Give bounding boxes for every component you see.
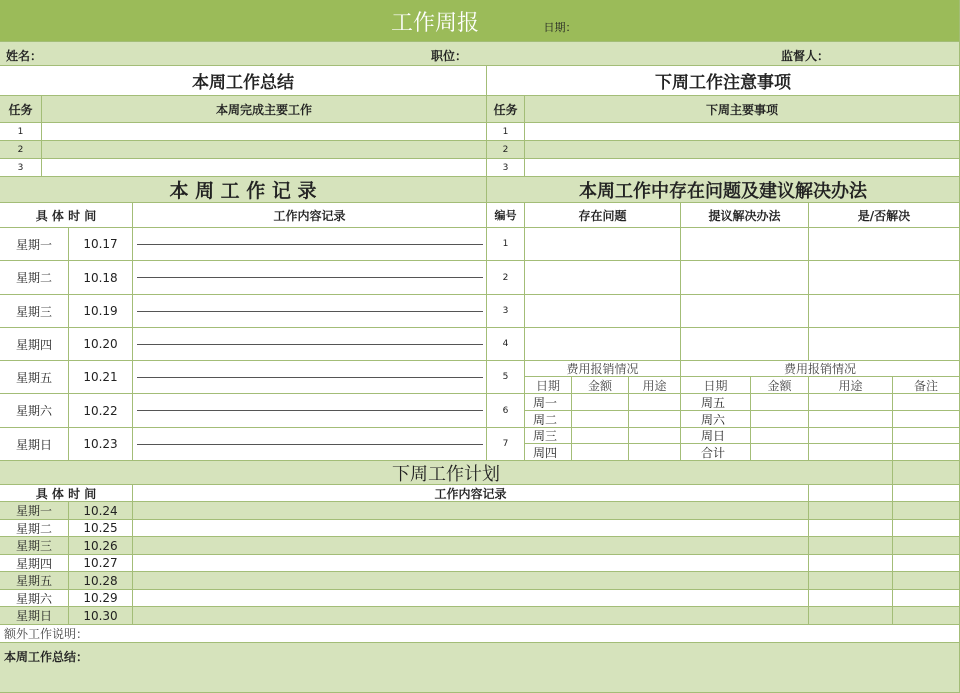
record-date: 10.22 bbox=[69, 394, 133, 428]
record-content-header: 工作内容记录 bbox=[133, 203, 487, 228]
next-week-main-items-header: 下周主要事项 bbox=[525, 96, 960, 123]
plan-extra-cell[interactable] bbox=[893, 572, 960, 590]
record-day: 星期日 bbox=[0, 428, 69, 461]
issue-number: 1 bbox=[487, 228, 525, 261]
record-content-cell[interactable] bbox=[133, 394, 487, 428]
solution-cell[interactable] bbox=[681, 228, 809, 261]
writing-line bbox=[137, 410, 483, 411]
expense-day: 周一 bbox=[525, 394, 572, 411]
record-day: 星期二 bbox=[0, 261, 69, 295]
record-date: 10.17 bbox=[69, 228, 133, 261]
expense-amount-cell[interactable] bbox=[751, 394, 809, 411]
writing-line bbox=[137, 311, 483, 312]
solution-header: 提议解决办法 bbox=[681, 203, 809, 228]
writing-line bbox=[137, 444, 483, 445]
resolved-cell[interactable] bbox=[809, 261, 960, 295]
issue-cell[interactable] bbox=[525, 228, 681, 261]
plan-date: 10.29 bbox=[69, 590, 133, 607]
record-day: 星期四 bbox=[0, 328, 69, 361]
expense-date-header: 日期 bbox=[525, 377, 572, 394]
task-cell[interactable] bbox=[525, 159, 960, 177]
task-number: 2 bbox=[487, 141, 525, 159]
plan-extra-cell[interactable] bbox=[893, 537, 960, 555]
record-day: 星期一 bbox=[0, 228, 69, 261]
expense-title-left: 费用报销情况 bbox=[525, 361, 681, 377]
plan-extra-cell[interactable] bbox=[809, 520, 893, 537]
resolved-cell[interactable] bbox=[809, 328, 960, 361]
page-title: 工作周报 bbox=[390, 10, 479, 36]
plan-extra-cell[interactable] bbox=[893, 607, 960, 625]
expense-remark-cell[interactable] bbox=[893, 428, 960, 444]
record-date: 10.23 bbox=[69, 428, 133, 461]
expense-remark-cell[interactable] bbox=[893, 394, 960, 411]
expense-day: 周六 bbox=[681, 411, 751, 428]
task-col-header: 任务 bbox=[0, 96, 42, 123]
task-cell[interactable] bbox=[525, 123, 960, 141]
record-date: 10.18 bbox=[69, 261, 133, 295]
plan-extra-cell[interactable] bbox=[809, 572, 893, 590]
plan-date: 10.26 bbox=[69, 537, 133, 555]
plan-content-cell[interactable] bbox=[133, 520, 809, 537]
expense-amount-cell[interactable] bbox=[572, 411, 629, 428]
plan-content-cell[interactable] bbox=[133, 607, 809, 625]
issue-number: 7 bbox=[487, 428, 525, 461]
task-cell[interactable] bbox=[525, 141, 960, 159]
expense-remark-cell[interactable] bbox=[893, 411, 960, 428]
expense-purpose-cell[interactable] bbox=[809, 411, 893, 428]
expense-amount-cell[interactable] bbox=[751, 411, 809, 428]
expense-amount-header: 金额 bbox=[572, 377, 629, 394]
plan-extra-cell bbox=[893, 461, 960, 485]
this-week-main-work-header: 本周完成主要工作 bbox=[42, 96, 487, 123]
issue-number: 3 bbox=[487, 295, 525, 328]
task-number: 3 bbox=[0, 159, 42, 177]
record-day: 星期三 bbox=[0, 295, 69, 328]
record-content-cell[interactable] bbox=[133, 261, 487, 295]
plan-date: 10.24 bbox=[69, 502, 133, 520]
weekly-record-title: 本 周 工 作 记 录 bbox=[0, 177, 487, 203]
task-col-header-right: 任务 bbox=[487, 96, 525, 123]
supervisor-label: 监督人： bbox=[781, 48, 830, 63]
solution-cell[interactable] bbox=[681, 328, 809, 361]
plan-day: 星期三 bbox=[0, 537, 69, 555]
date-label: 日期： bbox=[543, 21, 577, 34]
task-cell[interactable] bbox=[42, 159, 487, 177]
writing-line bbox=[137, 244, 483, 245]
task-cell[interactable] bbox=[42, 141, 487, 159]
plan-time-header: 具 体 时 间 bbox=[0, 485, 133, 502]
weekly-summary-field[interactable]: 本周工作总结： bbox=[0, 643, 960, 693]
task-cell[interactable] bbox=[42, 123, 487, 141]
solution-cell[interactable] bbox=[681, 295, 809, 328]
issue-header: 存在问题 bbox=[525, 203, 681, 228]
next-week-plan-title: 下周工作计划 bbox=[0, 461, 893, 485]
plan-extra-cell[interactable] bbox=[809, 537, 893, 555]
task-number: 1 bbox=[487, 123, 525, 141]
plan-extra-cell[interactable] bbox=[893, 590, 960, 607]
expense-title-right: 费用报销情况 bbox=[681, 361, 960, 377]
extra-work-note[interactable]: 额外工作说明： bbox=[0, 625, 960, 643]
plan-content-header: 工作内容记录 bbox=[133, 485, 809, 502]
expense-purpose-cell[interactable] bbox=[629, 444, 681, 461]
summary-left-title: 本周工作总结 bbox=[0, 66, 487, 96]
record-date: 10.20 bbox=[69, 328, 133, 361]
plan-content-cell[interactable] bbox=[133, 590, 809, 607]
plan-day: 星期六 bbox=[0, 590, 69, 607]
expense-day: 周四 bbox=[525, 444, 572, 461]
resolved-header: 是/否解决 bbox=[809, 203, 960, 228]
expense-remark-header: 备注 bbox=[893, 377, 960, 394]
task-number: 2 bbox=[0, 141, 42, 159]
expense-purpose-cell[interactable] bbox=[809, 444, 893, 461]
expense-amount-cell[interactable] bbox=[572, 394, 629, 411]
plan-extra-cell[interactable] bbox=[893, 502, 960, 520]
writing-line bbox=[137, 377, 483, 378]
plan-day: 星期日 bbox=[0, 607, 69, 625]
resolved-cell[interactable] bbox=[809, 228, 960, 261]
plan-date: 10.30 bbox=[69, 607, 133, 625]
issues-title: 本周工作中存在问题及建议解决办法 bbox=[487, 177, 960, 203]
expense-purpose-header: 用途 bbox=[809, 377, 893, 394]
name-label: 姓名： bbox=[6, 48, 43, 63]
plan-extra-cell[interactable] bbox=[893, 485, 960, 502]
expense-purpose-cell[interactable] bbox=[809, 428, 893, 444]
record-time-header: 具 体 时 间 bbox=[0, 203, 133, 228]
plan-extra-cell[interactable] bbox=[893, 555, 960, 572]
expense-purpose-cell[interactable] bbox=[629, 394, 681, 411]
expense-purpose-cell[interactable] bbox=[629, 428, 681, 444]
expense-day: 周日 bbox=[681, 428, 751, 444]
issue-cell[interactable] bbox=[525, 261, 681, 295]
writing-line bbox=[137, 277, 483, 278]
plan-extra-cell[interactable] bbox=[809, 590, 893, 607]
plan-day: 星期一 bbox=[0, 502, 69, 520]
expense-purpose-header: 用途 bbox=[629, 377, 681, 394]
task-number: 3 bbox=[487, 159, 525, 177]
expense-amount-cell[interactable] bbox=[751, 428, 809, 444]
expense-total-label: 合计 bbox=[681, 444, 751, 461]
issue-cell[interactable] bbox=[525, 328, 681, 361]
summary-right-title: 下周工作注意事项 bbox=[487, 66, 960, 96]
plan-content-cell[interactable] bbox=[133, 537, 809, 555]
issue-number: 5 bbox=[487, 361, 525, 394]
record-day: 星期六 bbox=[0, 394, 69, 428]
plan-content-cell[interactable] bbox=[133, 555, 809, 572]
record-day: 星期五 bbox=[0, 361, 69, 394]
expense-remark-cell[interactable] bbox=[893, 444, 960, 461]
record-date: 10.19 bbox=[69, 295, 133, 328]
record-date: 10.21 bbox=[69, 361, 133, 394]
issue-cell[interactable] bbox=[525, 295, 681, 328]
plan-date: 10.28 bbox=[69, 572, 133, 590]
plan-extra-cell[interactable] bbox=[809, 485, 893, 502]
task-number: 1 bbox=[0, 123, 42, 141]
expense-day: 周五 bbox=[681, 394, 751, 411]
issue-number: 4 bbox=[487, 328, 525, 361]
expense-date-header: 日期 bbox=[681, 377, 751, 394]
resolved-cell[interactable] bbox=[809, 295, 960, 328]
plan-extra-cell[interactable] bbox=[809, 607, 893, 625]
expense-day: 周三 bbox=[525, 428, 572, 444]
expense-day: 周二 bbox=[525, 411, 572, 428]
plan-extra-cell[interactable] bbox=[893, 520, 960, 537]
writing-line bbox=[137, 344, 483, 345]
issue-number: 2 bbox=[487, 261, 525, 295]
expense-amount-cell[interactable] bbox=[572, 444, 629, 461]
expense-amount-cell[interactable] bbox=[751, 444, 809, 461]
issue-number-header: 编号 bbox=[487, 203, 525, 228]
plan-date: 10.25 bbox=[69, 520, 133, 537]
solution-cell[interactable] bbox=[681, 261, 809, 295]
plan-content-cell[interactable] bbox=[133, 572, 809, 590]
plan-day: 星期二 bbox=[0, 520, 69, 537]
position-label: 职位： bbox=[431, 48, 468, 63]
plan-content-cell[interactable] bbox=[133, 502, 809, 520]
plan-date: 10.27 bbox=[69, 555, 133, 572]
expense-purpose-cell[interactable] bbox=[629, 411, 681, 428]
plan-day: 星期四 bbox=[0, 555, 69, 572]
expense-amount-cell[interactable] bbox=[572, 428, 629, 444]
expense-amount-header: 金额 bbox=[751, 377, 809, 394]
plan-extra-cell[interactable] bbox=[809, 502, 893, 520]
plan-extra-cell[interactable] bbox=[809, 555, 893, 572]
expense-purpose-cell[interactable] bbox=[809, 394, 893, 411]
issue-number: 6 bbox=[487, 394, 525, 428]
plan-day: 星期五 bbox=[0, 572, 69, 590]
